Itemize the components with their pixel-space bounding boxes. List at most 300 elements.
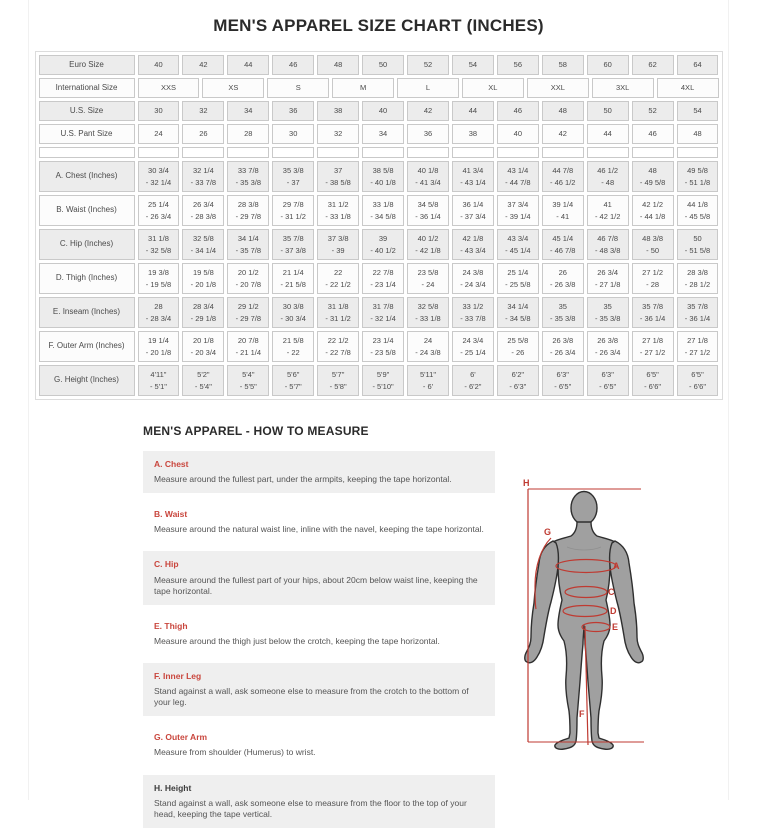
table-cell: [272, 229, 314, 260]
range-high: - 36 1/4: [415, 211, 441, 221]
table-cell: [587, 147, 629, 158]
measure-item: [143, 451, 495, 493]
table-cell: [497, 161, 539, 192]
table-cell: [452, 195, 494, 226]
table-cell: [182, 147, 224, 158]
label-E: E: [612, 622, 619, 632]
table-cell: 40: [497, 124, 539, 144]
table-cell: [632, 365, 674, 396]
table-cell: [138, 161, 180, 192]
table-cell: [677, 147, 719, 158]
table-cell: [317, 365, 359, 396]
range-low: 44 7/8: [552, 165, 574, 175]
table-cell: [452, 161, 494, 192]
range-low: 34 5/8: [417, 199, 439, 209]
range-high: - 33 1/8: [415, 313, 441, 323]
measure-item-title: H. Height: [154, 782, 192, 793]
table-row: [39, 365, 719, 396]
measure-item-title: C. Hip: [154, 559, 179, 570]
table-cell: [497, 229, 539, 260]
table-cell: 30: [138, 101, 180, 121]
range-high: - 6'2": [464, 381, 482, 391]
range-low: 30 3/4: [148, 165, 169, 175]
range-low: 46 7/8: [597, 233, 619, 243]
row-label: U.S. Size: [39, 101, 135, 121]
range-high: - 31 1/2: [280, 211, 306, 221]
range-high: - 39 1/4: [505, 211, 531, 221]
range-low: 31 7/8: [372, 301, 394, 311]
range-low: 24 3/4: [462, 335, 484, 345]
measure-item-title: A. Chest: [154, 459, 189, 469]
range-low: 35 7/8: [642, 301, 664, 311]
range-low: 24 3/8: [462, 267, 484, 277]
range-low: 41 3/4: [462, 165, 484, 175]
how-to-measure-section: [143, 424, 668, 836]
measure-item-text: Measure around the natural waist line, inline with the navel, keeping the tape horizontal.: [154, 524, 484, 535]
table-cell: 62: [632, 55, 674, 75]
range-high: - 5'7": [284, 381, 302, 391]
measure-item-text: Measure from shoulder (Humerus) to wrist.: [154, 747, 316, 758]
range-high: - 36 1/4: [639, 313, 666, 323]
table-cell: [227, 331, 269, 362]
range-low: 6'5": [646, 369, 659, 379]
table-cell: XXS: [138, 78, 200, 98]
range-high: - 51 5/8: [684, 245, 711, 255]
row-label: Euro Size: [39, 55, 135, 75]
table-cell: [677, 229, 719, 260]
range-low: 33 1/8: [372, 199, 394, 209]
range-low: 34 1/4: [507, 301, 529, 311]
table-cell: 34: [362, 124, 404, 144]
range-low: 25 1/4: [148, 199, 169, 209]
table-cell: 36: [407, 124, 449, 144]
range-high: - 43 1/4: [460, 177, 486, 187]
range-low: 20 1/8: [192, 335, 214, 345]
range-high: - 5'10": [372, 381, 394, 391]
range-high: - 34 1/4: [190, 245, 217, 255]
range-low: 19 3/8: [148, 267, 169, 277]
range-low: 43 3/4: [507, 233, 529, 243]
right-arm-shape: [610, 541, 644, 663]
body-measurement-diagram: [501, 451, 661, 766]
row-label: [39, 147, 135, 158]
range-low: 33 7/8: [237, 165, 259, 175]
row-label: B. Waist (Inches): [39, 195, 135, 226]
table-cell: 46: [497, 101, 539, 121]
table-cell: 56: [497, 55, 539, 75]
range-low: 39: [378, 233, 388, 243]
range-low: 6'3": [556, 369, 569, 379]
range-low: 35: [558, 301, 567, 311]
range-low: 6'5": [691, 369, 704, 379]
range-high: - 6'5": [599, 381, 617, 391]
range-high: - 42 1/2: [594, 211, 621, 221]
table-cell: L: [397, 78, 459, 98]
table-row: [39, 124, 719, 144]
range-low: 20 7/8: [237, 335, 259, 345]
range-high: - 42 1/8: [415, 245, 441, 255]
table-cell: 40: [362, 101, 404, 121]
table-cell: 48: [317, 55, 359, 75]
range-low: 24: [423, 335, 433, 345]
table-cell: 60: [587, 55, 629, 75]
range-high: - 5'4": [194, 381, 212, 391]
table-cell: [677, 365, 719, 396]
table-cell: [407, 331, 449, 362]
table-cell: 64: [677, 55, 719, 75]
table-row: [39, 195, 719, 226]
range-low: 40 1/2: [417, 233, 439, 243]
row-label: E. Inseam (Inches): [39, 297, 135, 328]
table-cell: [317, 195, 359, 226]
table-cell: [407, 263, 449, 294]
range-low: 42 1/8: [462, 233, 484, 243]
measure-item-text: Measure around the fullest part, under the armpits, keeping the tape horizontal.: [154, 474, 452, 485]
range-low: 6': [470, 369, 476, 379]
table-cell: [632, 229, 674, 260]
range-high: - 6'5": [554, 381, 572, 391]
range-low: 22 7/8: [372, 267, 394, 277]
table-cell: 38: [317, 101, 359, 121]
row-label: A. Chest (Inches): [39, 161, 135, 192]
range-high: - 48 3/8: [594, 245, 621, 255]
range-low: 44 1/8: [687, 199, 708, 209]
table-row: [39, 147, 719, 158]
table-cell: [227, 195, 269, 226]
table-cell: XXL: [527, 78, 589, 98]
table-cell: [138, 263, 180, 294]
range-low: 30 3/8: [282, 301, 304, 311]
row-label: G. Height (Inches): [39, 365, 135, 396]
range-low: 37: [333, 165, 343, 175]
range-low: 39 1/4: [552, 199, 574, 209]
range-high: - 25 5/8: [505, 279, 531, 289]
range-low: 48 3/8: [642, 233, 664, 243]
range-low: 48: [648, 165, 657, 175]
table-cell: [182, 161, 224, 192]
table-cell: [632, 195, 674, 226]
table-cell: 32: [317, 124, 359, 144]
range-high: - 46 1/2: [550, 177, 576, 187]
range-high: - 20 1/8: [190, 279, 217, 289]
table-cell: [362, 195, 404, 226]
left-arm-shape: [525, 541, 559, 663]
range-high: - 6'6": [644, 381, 662, 391]
row-label: C. Hip (Inches): [39, 229, 135, 260]
table-cell: [317, 229, 359, 260]
table-cell: [632, 297, 674, 328]
range-low: 33 1/2: [462, 301, 484, 311]
range-low: 42 1/2: [642, 199, 664, 209]
table-cell: [182, 229, 224, 260]
range-high: - 34 5/8: [505, 313, 531, 323]
table-row: [39, 229, 719, 260]
table-cell: [272, 297, 314, 328]
table-cell: 28: [227, 124, 269, 144]
measure-item: [143, 501, 495, 543]
measure-item-title: B. Waist: [154, 509, 188, 520]
range-high: - 28 3/8: [190, 211, 217, 221]
range-high: - 28 3/4: [145, 313, 172, 323]
table-cell: 52: [407, 55, 449, 75]
table-cell: 38: [452, 124, 494, 144]
range-low: 40 1/8: [417, 165, 439, 175]
table-cell: 42: [182, 55, 224, 75]
table-cell: [138, 365, 180, 396]
range-low: 26 3/8: [597, 335, 619, 345]
table-cell: 30: [272, 124, 314, 144]
range-high: - 37: [286, 177, 300, 187]
range-low: 26 3/4: [597, 267, 619, 277]
table-cell: [497, 195, 539, 226]
table-cell: [452, 331, 494, 362]
range-high: - 45 5/8: [684, 211, 711, 221]
table-cell: [407, 297, 449, 328]
range-high: - 23 1/4: [370, 279, 396, 289]
range-high: - 32 5/8: [145, 245, 172, 255]
table-cell: [138, 331, 180, 362]
range-low: 26 3/4: [192, 199, 214, 209]
range-low: 38 5/8: [372, 165, 394, 175]
range-high: - 40 1/8: [370, 177, 396, 187]
table-row: [39, 101, 719, 121]
range-high: - 41 3/4: [415, 177, 441, 187]
table-cell: [272, 195, 314, 226]
table-cell: [182, 297, 224, 328]
range-high: - 44 1/8: [639, 211, 666, 221]
range-high: - 43 3/4: [460, 245, 486, 255]
range-high: - 29 7/8: [235, 313, 262, 323]
range-low: 35: [603, 301, 612, 311]
range-low: 5'6": [287, 369, 300, 379]
measure-item-text: Stand against a wall, ask someone else to measure from the floor to the top of your head, keeping the tape vertical.: [154, 797, 467, 819]
range-low: 5'2": [197, 369, 210, 379]
table-cell: 3XL: [592, 78, 654, 98]
table-cell: [587, 365, 629, 396]
range-low: 37 3/4: [507, 199, 529, 209]
measure-item: [143, 663, 495, 716]
table-cell: [227, 297, 269, 328]
range-high: - 49 5/8: [639, 177, 666, 187]
range-low: 32 1/4: [192, 165, 214, 175]
table-cell: S: [267, 78, 329, 98]
range-low: 31 1/8: [327, 301, 349, 311]
range-high: - 24 3/8: [415, 347, 441, 357]
range-high: - 20 3/4: [190, 347, 217, 357]
table-cell: [362, 147, 404, 158]
range-low: 28 3/8: [687, 267, 708, 277]
table-cell: [587, 195, 629, 226]
table-cell: [632, 147, 674, 158]
range-high: - 37 3/8: [280, 245, 306, 255]
table-cell: [542, 263, 584, 294]
measure-item: [143, 551, 495, 604]
range-high: - 40 1/2: [370, 245, 396, 255]
range-high: - 20 1/8: [145, 347, 172, 357]
range-high: - 33 7/8: [460, 313, 486, 323]
range-low: 22: [333, 267, 343, 277]
table-cell: 54: [452, 55, 494, 75]
table-cell: [587, 331, 629, 362]
range-high: - 32 1/4: [370, 313, 396, 323]
label-H: H: [523, 478, 530, 488]
label-A: A: [613, 561, 620, 571]
table-cell: [542, 161, 584, 192]
table-cell: 46: [632, 124, 674, 144]
range-high: - 23 5/8: [370, 347, 396, 357]
table-cell: [632, 331, 674, 362]
row-label: U.S. Pant Size: [39, 124, 135, 144]
table-cell: [362, 297, 404, 328]
range-low: 36 1/4: [462, 199, 484, 209]
range-high: - 50: [646, 245, 660, 255]
range-low: 5'9": [376, 369, 390, 379]
table-cell: [272, 365, 314, 396]
table-cell: [317, 147, 359, 158]
range-high: - 22: [286, 347, 300, 357]
range-high: - 30 3/4: [280, 313, 306, 323]
table-cell: [138, 147, 180, 158]
range-high: - 35 3/8: [235, 177, 262, 187]
range-high: - 6'6": [689, 381, 707, 391]
table-cell: [677, 331, 719, 362]
table-cell: [497, 297, 539, 328]
range-high: - 44 7/8: [505, 177, 531, 187]
range-high: - 45 1/4: [505, 245, 531, 255]
table-cell: [542, 331, 584, 362]
range-low: 5'4": [242, 369, 255, 379]
table-cell: [497, 147, 539, 158]
table-row: [39, 55, 719, 75]
range-high: - 21 1/4: [235, 347, 262, 357]
range-high: - 41: [556, 211, 570, 221]
range-low: 41: [603, 199, 612, 209]
range-high: - 33 7/8: [190, 177, 217, 187]
table-row: [39, 78, 719, 98]
range-high: - 35 3/8: [550, 313, 576, 323]
measure-item-text: Measure around the fullest part of your hips, about 20cm below waist line, keeping the tape horizontal.: [154, 574, 478, 596]
table-cell: 48: [542, 101, 584, 121]
range-high: - 28 1/2: [684, 279, 711, 289]
table-cell: [407, 365, 449, 396]
table-cell: [497, 365, 539, 396]
range-high: - 31 1/2: [325, 313, 351, 323]
row-label: F. Outer Arm (Inches): [39, 331, 135, 362]
row-label: International Size: [39, 78, 135, 98]
range-low: 27 1/8: [687, 335, 708, 345]
range-low: 20 1/2: [237, 267, 259, 277]
range-low: 5'11": [419, 369, 437, 379]
measure-item: [143, 724, 495, 766]
range-high: - 19 5/8: [145, 279, 172, 289]
measure-item-title: F. Inner Leg: [154, 670, 202, 681]
range-high: - 27 1/8: [594, 279, 621, 289]
table-cell: [677, 263, 719, 294]
table-cell: [542, 147, 584, 158]
table-cell: [362, 161, 404, 192]
range-low: 46 1/2: [597, 165, 619, 175]
range-high: - 36 1/4: [684, 313, 711, 323]
range-high: - 27 1/2: [639, 347, 666, 357]
range-high: - 24 3/4: [460, 279, 486, 289]
table-cell: 26: [182, 124, 224, 144]
range-low: 28: [154, 301, 163, 311]
range-high: - 21 5/8: [280, 279, 306, 289]
range-high: - 37 3/4: [460, 211, 486, 221]
range-high: - 35 3/8: [594, 313, 621, 323]
table-cell: [362, 365, 404, 396]
table-cell: 32: [182, 101, 224, 121]
table-row: [39, 263, 719, 294]
table-cell: [362, 229, 404, 260]
table-cell: [452, 297, 494, 328]
table-cell: 50: [587, 101, 629, 121]
table-cell: [362, 331, 404, 362]
how-to-measure-body: [143, 451, 668, 836]
table-cell: [182, 263, 224, 294]
table-cell: [452, 365, 494, 396]
table-cell: [317, 297, 359, 328]
range-low: 31 1/2: [327, 199, 349, 209]
range-high: - 26 3/4: [145, 211, 172, 221]
range-low: 35 7/8: [282, 233, 304, 243]
table-row: [39, 297, 719, 328]
table-cell: [227, 365, 269, 396]
range-high: - 26 3/8: [550, 279, 576, 289]
range-low: 45 1/4: [552, 233, 574, 243]
body-figure-svg: [501, 451, 661, 761]
table-cell: 58: [542, 55, 584, 75]
range-low: 35 7/8: [687, 301, 708, 311]
table-row: [39, 161, 719, 192]
how-to-measure-title: MEN'S APPAREL - HOW TO MEASURE: [143, 424, 369, 438]
table-cell: [632, 161, 674, 192]
table-cell: [497, 263, 539, 294]
range-high: - 22 7/8: [325, 347, 351, 357]
table-cell: [677, 195, 719, 226]
table-cell: [587, 263, 629, 294]
table-cell: [138, 229, 180, 260]
table-cell: 46: [272, 55, 314, 75]
range-high: - 26: [511, 347, 525, 357]
table-cell: [182, 365, 224, 396]
measure-item: [143, 775, 495, 828]
table-cell: 44: [227, 55, 269, 75]
range-low: 22 1/2: [327, 335, 349, 345]
table-cell: [677, 161, 719, 192]
table-cell: [407, 195, 449, 226]
table-cell: [542, 297, 584, 328]
table-cell: [317, 331, 359, 362]
range-high: - 28: [646, 279, 660, 289]
table-cell: 42: [407, 101, 449, 121]
table-cell: M: [332, 78, 394, 98]
table-cell: 48: [677, 124, 719, 144]
table-cell: [452, 147, 494, 158]
table-cell: [182, 331, 224, 362]
range-low: 26: [558, 267, 567, 277]
range-high: - 34 5/8: [370, 211, 396, 221]
range-low: 26 3/8: [552, 335, 574, 345]
range-high: - 51 1/8: [684, 177, 711, 187]
range-low: 6'3": [601, 369, 614, 379]
range-low: 37 3/8: [327, 233, 349, 243]
table-cell: [587, 297, 629, 328]
table-cell: [272, 161, 314, 192]
table-cell: XS: [202, 78, 264, 98]
table-cell: [317, 263, 359, 294]
table-cell: [227, 229, 269, 260]
